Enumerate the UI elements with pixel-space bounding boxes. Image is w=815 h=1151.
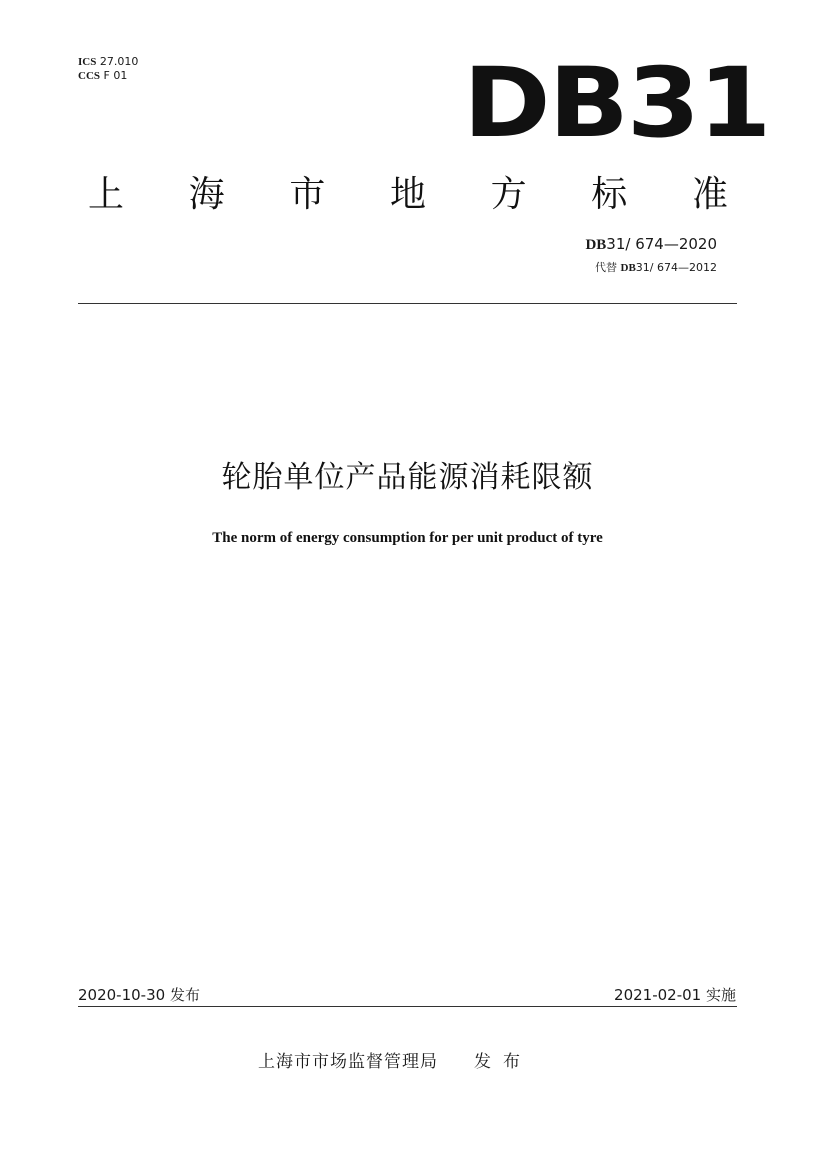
ccs-label: CCS bbox=[78, 70, 101, 82]
standard-number-block bbox=[585, 234, 717, 277]
issue-date: 2020-10-30 发布 bbox=[78, 986, 200, 1004]
publisher-action: 发布 bbox=[474, 1052, 532, 1072]
standard-type-char: 上 bbox=[88, 173, 125, 215]
ics-code bbox=[78, 55, 138, 69]
standard-type-heading bbox=[88, 166, 728, 216]
document-title-english: The norm of energy consumption for per unit product of tyre bbox=[212, 530, 603, 546]
ics-label: ICS bbox=[78, 56, 97, 68]
publisher-line bbox=[258, 1047, 532, 1072]
replaces-label: 代替 bbox=[595, 261, 618, 274]
standard-number-prefix: DB bbox=[585, 237, 607, 253]
standard-type-char: 准 bbox=[691, 173, 728, 215]
standard-number bbox=[585, 234, 717, 255]
footer-divider bbox=[78, 1006, 737, 1007]
standard-number-value: 31/ 674—2020 bbox=[606, 235, 717, 253]
replaces-value: 31/ 674—2012 bbox=[635, 261, 717, 274]
header-divider bbox=[78, 303, 737, 304]
standard-type-char: 方 bbox=[490, 173, 527, 215]
replaces-number bbox=[585, 259, 717, 277]
effective-date: 2021-02-01 实施 bbox=[614, 986, 736, 1004]
classification-codes bbox=[78, 55, 138, 83]
standard-type-char: 地 bbox=[389, 173, 426, 215]
publisher-org: 上海市市场监督管理局 bbox=[258, 1052, 438, 1072]
document-title: 轮胎单位产品能源消耗限额 bbox=[221, 460, 594, 495]
standard-type-char: 海 bbox=[188, 173, 225, 215]
ccs-value: F 01 bbox=[103, 69, 128, 82]
ccs-code bbox=[78, 69, 138, 83]
replaces-prefix: DB bbox=[620, 262, 636, 274]
standard-type-char: 市 bbox=[289, 173, 326, 215]
db31-logo: DB31 bbox=[463, 47, 770, 159]
ics-value: 27.010 bbox=[99, 55, 139, 68]
standard-type-char: 标 bbox=[591, 173, 628, 215]
